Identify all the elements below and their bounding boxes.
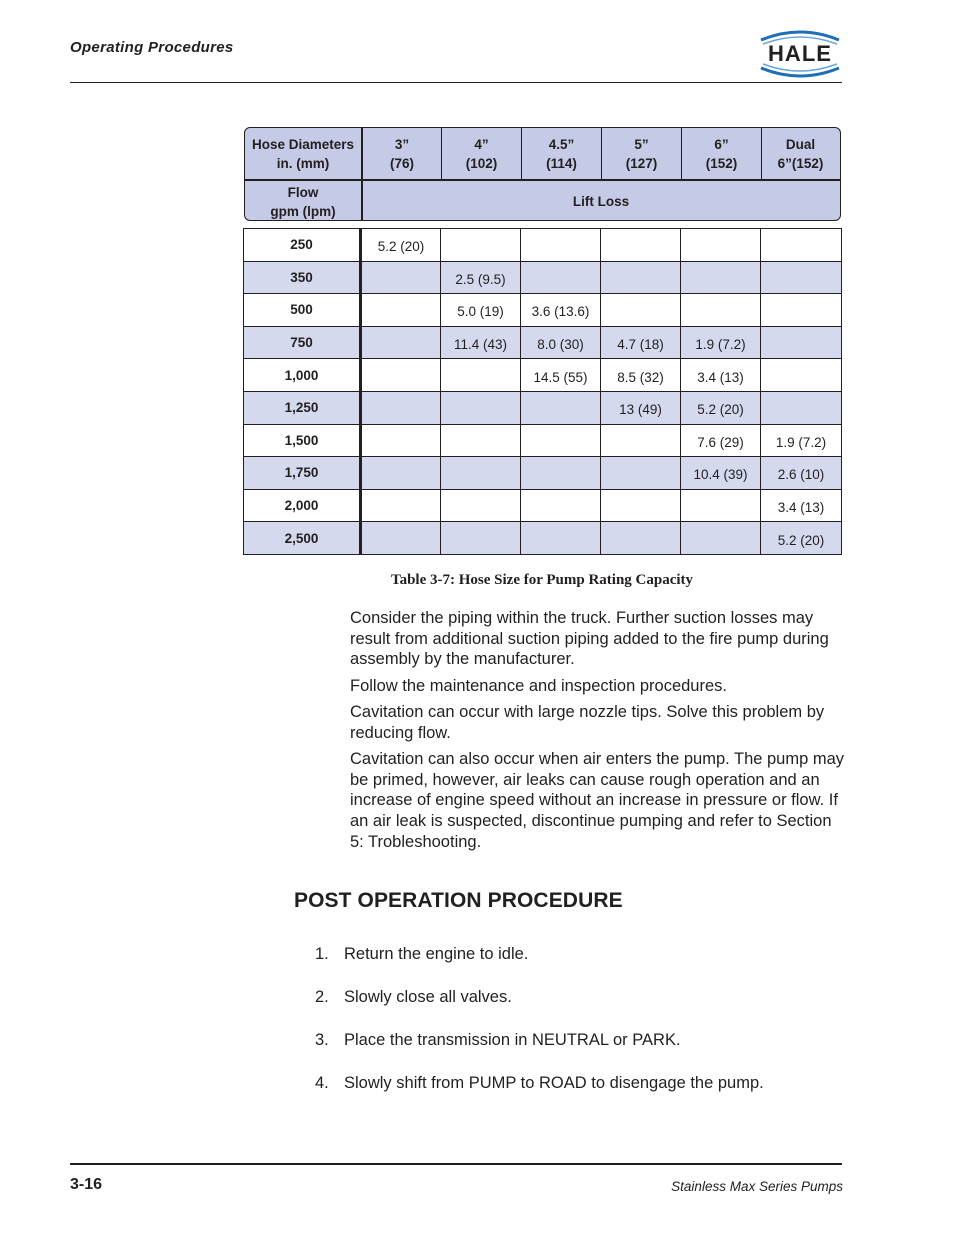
step-text: Return the engine to idle. [344,945,529,963]
lift-loss-cell [441,229,521,262]
col-header-3in: 3” (76) [361,128,441,179]
lift-loss-cell [361,294,441,327]
footer-rule [70,1163,842,1165]
lift-loss-cell [521,229,601,262]
table-row [244,489,842,522]
lift-loss-cell [601,261,681,294]
step-1 [315,945,528,964]
step-4 [315,1074,764,1093]
lift-loss-cell [761,359,842,392]
lift-loss-cell [521,424,601,457]
lift-loss-cell [521,391,601,424]
lift-loss-cell: 14.5 (55) [521,359,601,392]
lift-loss-cell: 3.4 (13) [761,489,842,522]
step-2 [315,988,512,1007]
lift-loss-cell: 5.0 (19) [441,294,521,327]
lift-loss-cell [441,359,521,392]
paragraph-maintenance: Follow the maintenance and inspection procedures. [350,677,727,695]
lift-loss-cell: 5.2 (20) [761,522,842,555]
flow-cell: 1,250 [244,391,361,424]
step-text: Slowly shift from PUMP to ROAD to disengage the pump. [344,1074,764,1092]
step-number: 3. [315,1031,329,1049]
lift-loss-cell [601,489,681,522]
lift-loss-cell [601,294,681,327]
lift-loss-label: Lift Loss [361,181,839,221]
lift-loss-cell: 11.4 (43) [441,326,521,359]
table-row [244,326,842,359]
step-text: Place the transmission in NEUTRAL or PARK. [344,1031,681,1049]
table-row [244,391,842,424]
flow-cell: 250 [244,229,361,262]
col-header-dual-6in: Dual 6”(152) [761,128,839,179]
table-row [244,294,842,327]
lift-loss-cell [361,489,441,522]
header-row-flow [245,181,840,221]
lift-loss-cell [441,424,521,457]
flow-cell: 2,500 [244,522,361,555]
lift-loss-cell [521,457,601,490]
data-table [243,228,841,555]
lift-loss-cell: 10.4 (39) [681,457,761,490]
lift-loss-cell: 8.0 (30) [521,326,601,359]
lift-loss-cell: 2.5 (9.5) [441,261,521,294]
lift-loss-cell [761,261,842,294]
lift-loss-cell [761,326,842,359]
step-number: 1. [315,945,329,963]
flow-cell: 2,000 [244,489,361,522]
col-header-6in: 6” (152) [681,128,761,179]
lift-loss-cell: 5.2 (20) [361,229,441,262]
lift-loss-cell [361,391,441,424]
flow-cell: 350 [244,261,361,294]
table-row [244,522,842,555]
lift-loss-cell [441,522,521,555]
step-number: 2. [315,988,329,1006]
lift-loss-cell [681,261,761,294]
running-header: Operating Procedures [70,39,234,56]
table-row [244,424,842,457]
lift-loss-cell [361,326,441,359]
flow-cell: 1,000 [244,359,361,392]
table-header [244,127,841,221]
lift-loss-cell [601,229,681,262]
step-number: 4. [315,1074,329,1092]
step-3 [315,1031,681,1050]
lift-loss-cell: 2.6 (10) [761,457,842,490]
lift-loss-cell [601,457,681,490]
lift-loss-cell [681,522,761,555]
flow-cell: 1,500 [244,424,361,457]
lift-loss-cell [521,522,601,555]
lift-loss-cell: 4.7 (18) [601,326,681,359]
flow-cell: 500 [244,294,361,327]
lift-loss-cell [601,424,681,457]
lift-loss-cell: 3.6 (13.6) [521,294,601,327]
header-rule [70,82,842,83]
table-caption: Table 3-7: Hose Size for Pump Rating Capacity [390,572,694,588]
paragraph-cavitation-air: Cavitation can also occur when air enters the pump. The pump may be primed, however, air leaks can cause rough operation and an increase of engine speed without an increase in pressure or flow. If an air leak is suspected, discontinue pumping and refer to Section 5: Trobleshooting. [350,750,845,851]
lift-loss-cell [361,457,441,490]
lift-loss-cell: 7.6 (29) [681,424,761,457]
lift-loss-cell: 3.4 (13) [681,359,761,392]
lift-loss-cell [441,489,521,522]
lift-loss-cell [761,294,842,327]
lift-loss-cell [521,261,601,294]
paragraph-cavitation-nozzle: Cavitation can occur with large nozzle tips. Solve this problem by reducing flow. [350,703,825,742]
lift-loss-cell [441,457,521,490]
lift-loss-cell [681,229,761,262]
hale-logo [755,26,845,82]
lift-loss-cell [521,489,601,522]
step-text: Slowly close all valves. [344,988,512,1006]
table-row [244,457,842,490]
lift-loss-cell [681,489,761,522]
col-header-5in: 5” (127) [601,128,681,179]
flow-cell: 750 [244,326,361,359]
corner-hose-diameters: Hose Diameters in. (mm) [251,136,355,171]
lift-loss-cell [761,229,842,262]
lift-loss-cell [361,261,441,294]
publication-title: Stainless Max Series Pumps [671,1179,843,1194]
lift-loss-cell [361,359,441,392]
table-row [244,229,842,262]
flow-cell: 1,750 [244,457,361,490]
header-row-diameters [245,128,840,181]
page-number: 3-16 [70,1176,103,1193]
lift-loss-cell [681,294,761,327]
logo-text: HALE [768,41,832,66]
lift-loss-cell: 1.9 (7.2) [761,424,842,457]
lift-loss-cell [761,391,842,424]
lift-loss-cell [361,522,441,555]
lift-loss-cell: 5.2 (20) [681,391,761,424]
col-header-4in: 4” (102) [441,128,521,179]
lift-loss-cell [601,522,681,555]
corner-flow: Flow gpm (lpm) [270,184,336,219]
paragraph-piping: Consider the piping within the truck. Further suction losses may result from additional suction piping added to the fire pump during assembly by the manufacturer. [350,609,829,669]
col-header-4-5in: 4.5” (114) [521,128,601,179]
lift-loss-cell: 13 (49) [601,391,681,424]
section-title: POST OPERATION PROCEDURE [294,889,623,912]
lift-loss-cell [361,424,441,457]
lift-loss-cell: 1.9 (7.2) [681,326,761,359]
lift-loss-cell [441,391,521,424]
lift-loss-cell: 8.5 (32) [601,359,681,392]
table-row [244,261,842,294]
table-row [244,359,842,392]
